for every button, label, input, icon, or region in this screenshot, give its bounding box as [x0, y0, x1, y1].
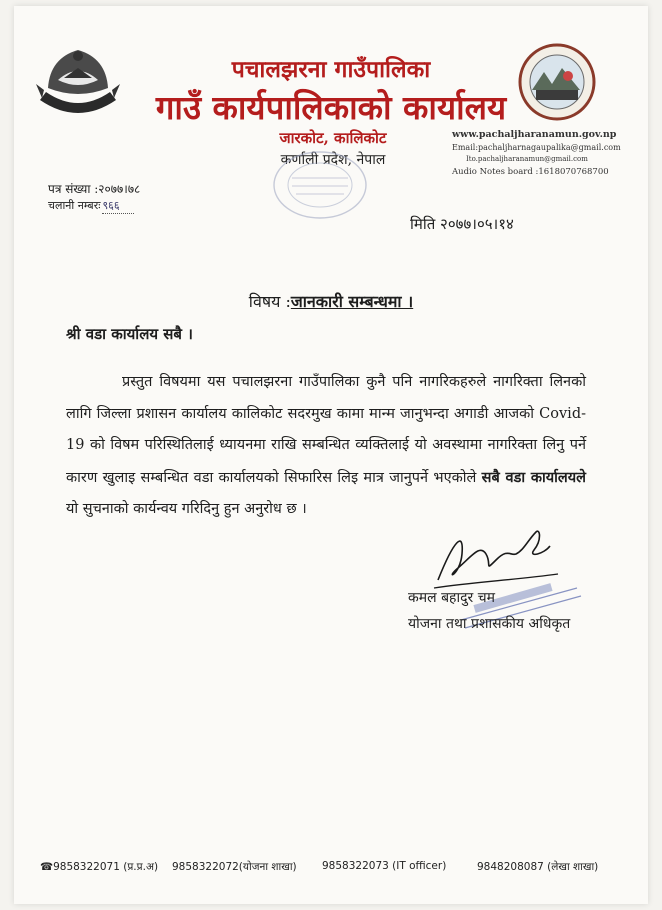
body-text-part2: यो सुचनाको कार्यन्वय गरिदिनु हुन अनुरोध छ ।	[66, 501, 307, 517]
subject-label: विषय :	[248, 292, 291, 311]
dispatch-number	[48, 198, 134, 214]
letter-body	[66, 367, 586, 526]
footer-phone-planning: 9858322072(योजना शाखा)	[172, 861, 297, 873]
signatory-title: योजना तथा प्रशासकीय अधिकृत	[408, 616, 571, 632]
audio-notes-board: Audio Notes board :1618070768700	[452, 167, 609, 177]
footer-phone-accounts: 9848208087 (लेखा शाखा)	[477, 861, 599, 873]
footer-phone-cao: ☎9858322071 (प्र.प्र.अ)	[40, 861, 159, 873]
signatory-name: कमल बहादुर चम	[408, 590, 495, 606]
letter-number: पत्र संख्या :२०७७।७८	[48, 182, 141, 196]
addressee: श्री वडा कार्यालय सबै ।	[66, 325, 193, 343]
dispatch-value: ९६६	[102, 198, 134, 214]
body-text-bold: सबै वडा कार्यालयले	[481, 468, 587, 486]
district-address: जारकोट, कालिकोट	[279, 129, 387, 147]
subject-line	[0, 290, 662, 312]
office-title: गाउँ कार्यपालिकाको कार्यालय	[155, 88, 507, 127]
municipality-name: पचालझरना गाउँपालिका	[231, 56, 431, 83]
province-address: कर्णाली प्रदेश, नेपाल	[280, 152, 386, 168]
email-secondary[interactable]: Ito.pachaljharanamun@gmail.com	[466, 155, 588, 163]
email-primary[interactable]: Email:pachaljharnagaupalika@gmail.com	[452, 143, 621, 152]
subject-value: जानकारी सम्बन्धमा ।	[290, 292, 414, 311]
website-link[interactable]: www.pachaljharanamun.gov.np	[452, 129, 617, 140]
body-text-part1: प्रस्तुत विषयमा यस पचालझरना गाउँपालिका कुनै पनि नागरिकहरुले नागरिक्ता लिनको लागि जिल्ला प्रशासन कार्यालय कालिकोट सदरमुख कामा मान्म जानुभन्दा अगाडी आजको Covid-19 को विषम परिस्थितिलाई ध्यायनमा राखि सम्बन्धित व्यक्तिलाई यो अवस्थामा नागरिक्ता लिनु पर्ने कारण खुलाइ सम्बन्धित वडा कार्यालयको सिफारिस लिइ मात्र जानुपर्ने भएकोले	[66, 374, 586, 486]
footer-phone-it: 9858322073 (IT officer)	[322, 860, 447, 872]
dispatch-label: चलानी नम्बरः	[48, 199, 101, 212]
letter-date: मिति २०७७।०५।१४	[410, 215, 514, 233]
office-stamp	[270, 148, 370, 222]
